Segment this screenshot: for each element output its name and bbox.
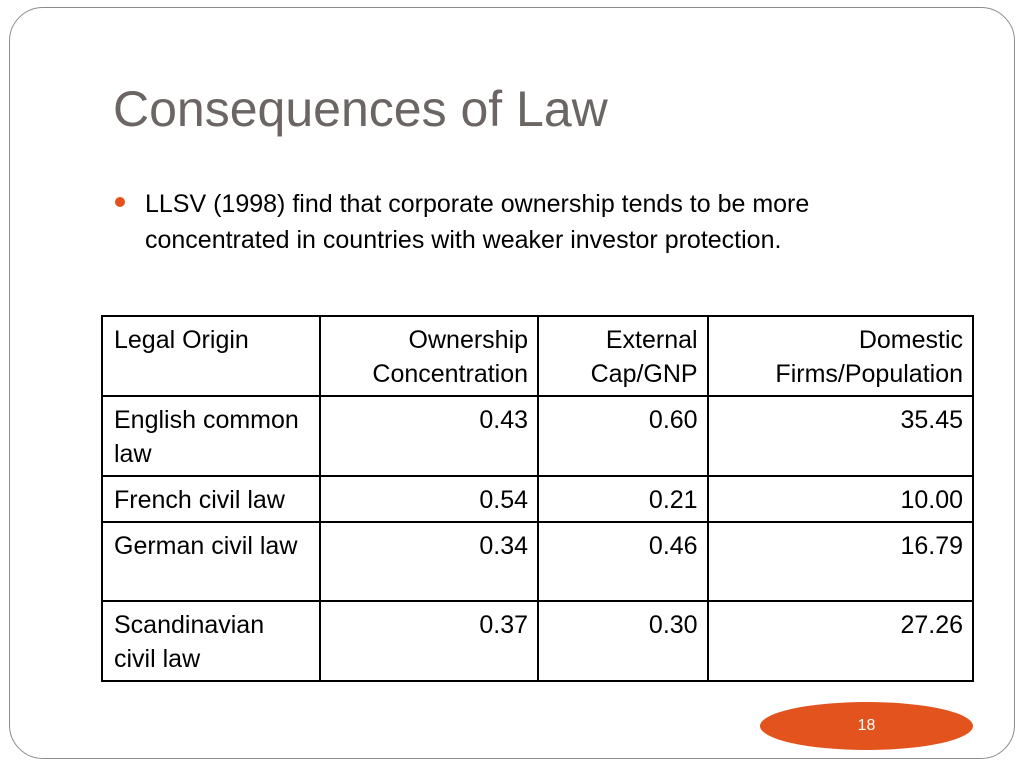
cell-domestic-firms-population: 10.00 xyxy=(708,476,973,522)
cell-domestic-firms-population: 35.45 xyxy=(708,396,973,476)
cell-external-cap-gnp: 0.21 xyxy=(538,476,708,522)
cell-legal-origin: Scandinavian civil law xyxy=(102,601,320,681)
cell-ownership-concentration: 0.43 xyxy=(320,396,538,476)
slide-title: Consequences of Law xyxy=(113,81,608,137)
header-legal-origin: Legal Origin xyxy=(102,316,320,396)
header-external-cap-gnp: External Cap/GNP xyxy=(538,316,708,396)
table-row xyxy=(102,396,973,476)
page-number: 18 xyxy=(857,717,876,734)
cell-ownership-concentration: 0.37 xyxy=(320,601,538,681)
table-row xyxy=(102,476,973,522)
cell-external-cap-gnp: 0.46 xyxy=(538,522,708,601)
table-row xyxy=(102,601,973,681)
header-domestic-firms-population: Domestic Firms/Population xyxy=(708,316,973,396)
cell-domestic-firms-population: 27.26 xyxy=(708,601,973,681)
bullet-text: LLSV (1998) find that corporate ownership tends to be more concentrated in countries with weaker investor protection. xyxy=(145,190,810,254)
cell-legal-origin: German civil law xyxy=(102,522,320,601)
cell-external-cap-gnp: 0.60 xyxy=(538,396,708,476)
table-header-row xyxy=(102,316,973,396)
bullet-dot-icon xyxy=(115,197,125,207)
cell-domestic-firms-population: 16.79 xyxy=(708,522,973,601)
page-number-badge xyxy=(760,702,973,750)
cell-legal-origin: French civil law xyxy=(102,476,320,522)
header-ownership-concentration: Ownership Concentration xyxy=(320,316,538,396)
cell-legal-origin: English common law xyxy=(102,396,320,476)
cell-ownership-concentration: 0.34 xyxy=(320,522,538,601)
cell-ownership-concentration: 0.54 xyxy=(320,476,538,522)
cell-external-cap-gnp: 0.30 xyxy=(538,601,708,681)
legal-origin-table xyxy=(101,315,974,682)
table-row xyxy=(102,522,973,601)
